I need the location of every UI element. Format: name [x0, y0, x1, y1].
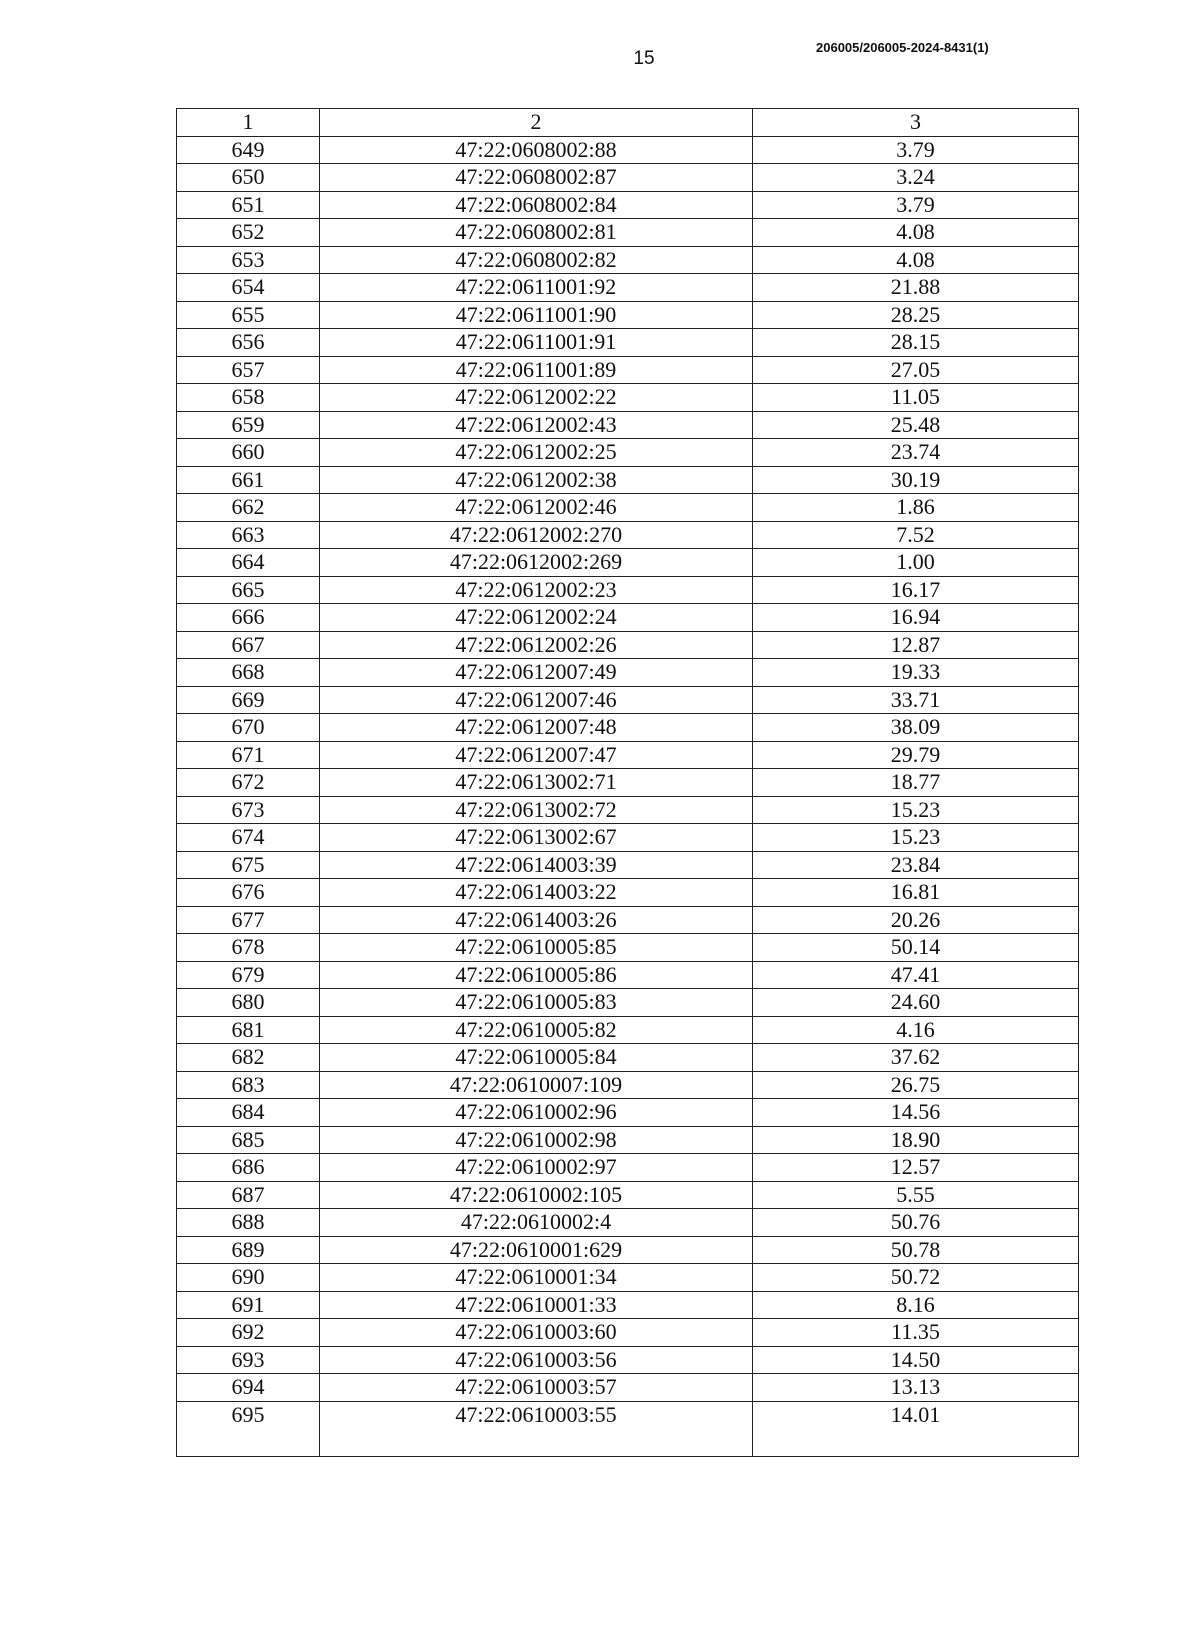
- table-row: [177, 439, 1079, 467]
- area-value-cell: 7.52: [753, 521, 1079, 549]
- area-value-cell: 16.81: [753, 879, 1079, 907]
- row-number-cell: 657: [177, 356, 320, 384]
- cadastral-number-cell: 47:22:0614003:22: [320, 879, 753, 907]
- table-row: [177, 1401, 1079, 1456]
- area-value-cell: 3.79: [753, 191, 1079, 219]
- row-number-cell: 675: [177, 851, 320, 879]
- area-value-cell: 29.79: [753, 741, 1079, 769]
- cadastral-number-cell: 47:22:0611001:92: [320, 274, 753, 302]
- cadastral-number-cell: 47:22:0610005:82: [320, 1016, 753, 1044]
- area-value-cell: 20.26: [753, 906, 1079, 934]
- row-number-cell: 683: [177, 1071, 320, 1099]
- table-row: [177, 741, 1079, 769]
- row-number-cell: 684: [177, 1099, 320, 1127]
- cadastral-number-cell: 47:22:0610005:84: [320, 1044, 753, 1072]
- area-value-cell: 21.88: [753, 274, 1079, 302]
- row-number-cell: 678: [177, 934, 320, 962]
- cadastral-number-cell: 47:22:0613002:67: [320, 824, 753, 852]
- row-number-cell: 650: [177, 164, 320, 192]
- table-row: [177, 246, 1079, 274]
- cadastral-number-cell: 47:22:0610005:85: [320, 934, 753, 962]
- area-value-cell: 3.79: [753, 136, 1079, 164]
- table-row: [177, 906, 1079, 934]
- table-row: [177, 384, 1079, 412]
- cadastral-number-cell: 47:22:0612002:25: [320, 439, 753, 467]
- cadastral-number-cell: 47:22:0612002:43: [320, 411, 753, 439]
- area-value-cell: 15.23: [753, 824, 1079, 852]
- row-number-cell: 685: [177, 1126, 320, 1154]
- table-row: [177, 1236, 1079, 1264]
- cadastral-number-cell: 47:22:0612002:23: [320, 576, 753, 604]
- row-number-cell: 686: [177, 1154, 320, 1182]
- area-value-cell: 16.94: [753, 604, 1079, 632]
- row-number-cell: 661: [177, 466, 320, 494]
- cadastral-number-cell: 47:22:0613002:72: [320, 796, 753, 824]
- table-row: [177, 851, 1079, 879]
- row-number-cell: 676: [177, 879, 320, 907]
- cadastral-number-cell: 47:22:0610002:98: [320, 1126, 753, 1154]
- area-value-cell: 14.50: [753, 1346, 1079, 1374]
- cadastral-number-cell: 47:22:0610002:4: [320, 1209, 753, 1237]
- table-body: [177, 136, 1079, 1456]
- area-value-cell: 28.15: [753, 329, 1079, 357]
- area-value-cell: 24.60: [753, 989, 1079, 1017]
- row-number-cell: 670: [177, 714, 320, 742]
- table-row: [177, 769, 1079, 797]
- area-value-cell: 18.77: [753, 769, 1079, 797]
- row-number-cell: 667: [177, 631, 320, 659]
- cadastral-number-cell: 47:22:0610007:109: [320, 1071, 753, 1099]
- table-row: [177, 521, 1079, 549]
- area-value-cell: 50.72: [753, 1264, 1079, 1292]
- table-row: [177, 1099, 1079, 1127]
- table-row: [177, 219, 1079, 247]
- cadastral-number-cell: 47:22:0612007:46: [320, 686, 753, 714]
- table-row: [177, 1319, 1079, 1347]
- area-value-cell: 8.16: [753, 1291, 1079, 1319]
- row-number-cell: 672: [177, 769, 320, 797]
- area-value-cell: 28.25: [753, 301, 1079, 329]
- table-row: [177, 604, 1079, 632]
- area-value-cell: 50.14: [753, 934, 1079, 962]
- cadastral-number-cell: 47:22:0611001:91: [320, 329, 753, 357]
- table-row: [177, 1264, 1079, 1292]
- table-row: [177, 1291, 1079, 1319]
- table-row: [177, 549, 1079, 577]
- area-value-cell: 25.48: [753, 411, 1079, 439]
- cadastral-number-cell: 47:22:0611001:89: [320, 356, 753, 384]
- row-number-cell: 681: [177, 1016, 320, 1044]
- row-number-cell: 689: [177, 1236, 320, 1264]
- table-row: [177, 714, 1079, 742]
- area-value-cell: 12.57: [753, 1154, 1079, 1182]
- area-value-cell: 4.08: [753, 246, 1079, 274]
- table-row: [177, 1016, 1079, 1044]
- cadastral-number-cell: 47:22:0613002:71: [320, 769, 753, 797]
- cadastral-number-cell: 47:22:0610002:97: [320, 1154, 753, 1182]
- table-row: [177, 1209, 1079, 1237]
- row-number-cell: 674: [177, 824, 320, 852]
- row-number-cell: 651: [177, 191, 320, 219]
- cadastral-number-cell: 47:22:0612002:22: [320, 384, 753, 412]
- table-row: [177, 466, 1079, 494]
- table-row: [177, 659, 1079, 687]
- row-number-cell: 694: [177, 1374, 320, 1402]
- area-value-cell: 1.00: [753, 549, 1079, 577]
- table-row: [177, 686, 1079, 714]
- table-row: [177, 411, 1079, 439]
- table-row: [177, 164, 1079, 192]
- table-row: [177, 879, 1079, 907]
- table-row: [177, 356, 1079, 384]
- table-row: [177, 191, 1079, 219]
- area-value-cell: 16.17: [753, 576, 1079, 604]
- row-number-cell: 663: [177, 521, 320, 549]
- cadastral-number-cell: 47:22:0612002:269: [320, 549, 753, 577]
- table-row: [177, 1374, 1079, 1402]
- table-row: [177, 494, 1079, 522]
- cadastral-number-cell: 47:22:0610005:83: [320, 989, 753, 1017]
- cadastral-number-cell: 47:22:0612002:38: [320, 466, 753, 494]
- cadastral-number-cell: 47:22:0610002:105: [320, 1181, 753, 1209]
- table-row: [177, 989, 1079, 1017]
- cadastral-number-cell: 47:22:0610003:57: [320, 1374, 753, 1402]
- row-number-cell: 692: [177, 1319, 320, 1347]
- area-value-cell: 23.74: [753, 439, 1079, 467]
- cadastral-number-cell: 47:22:0610002:96: [320, 1099, 753, 1127]
- area-value-cell: 27.05: [753, 356, 1079, 384]
- area-value-cell: 23.84: [753, 851, 1079, 879]
- row-number-cell: 658: [177, 384, 320, 412]
- row-number-cell: 688: [177, 1209, 320, 1237]
- area-value-cell: 19.33: [753, 659, 1079, 687]
- area-value-cell: 30.19: [753, 466, 1079, 494]
- registry-table: [176, 108, 1079, 1457]
- area-value-cell: 37.62: [753, 1044, 1079, 1072]
- table-row: [177, 1044, 1079, 1072]
- row-number-cell: 649: [177, 136, 320, 164]
- row-number-cell: 668: [177, 659, 320, 687]
- area-value-cell: 38.09: [753, 714, 1079, 742]
- table-row: [177, 824, 1079, 852]
- row-number-cell: 680: [177, 989, 320, 1017]
- area-value-cell: 1.86: [753, 494, 1079, 522]
- area-value-cell: 3.24: [753, 164, 1079, 192]
- table-row: [177, 329, 1079, 357]
- row-number-cell: 691: [177, 1291, 320, 1319]
- table-row: [177, 576, 1079, 604]
- column-header-1: 1: [177, 109, 320, 137]
- row-number-cell: 659: [177, 411, 320, 439]
- cadastral-number-cell: 47:22:0610001:34: [320, 1264, 753, 1292]
- area-value-cell: 13.13: [753, 1374, 1079, 1402]
- area-value-cell: 15.23: [753, 796, 1079, 824]
- row-number-cell: 653: [177, 246, 320, 274]
- row-number-cell: 655: [177, 301, 320, 329]
- cadastral-number-cell: 47:22:0611001:90: [320, 301, 753, 329]
- column-header-2: 2: [320, 109, 753, 137]
- table-row: [177, 1346, 1079, 1374]
- row-number-cell: 660: [177, 439, 320, 467]
- document-reference: 206005/206005-2024-8431(1): [816, 40, 989, 55]
- table-row: [177, 136, 1079, 164]
- row-number-cell: 664: [177, 549, 320, 577]
- area-value-cell: 14.01: [753, 1401, 1079, 1456]
- cadastral-number-cell: 47:22:0608002:87: [320, 164, 753, 192]
- cadastral-number-cell: 47:22:0610001:33: [320, 1291, 753, 1319]
- cadastral-number-cell: 47:22:0612002:24: [320, 604, 753, 632]
- cadastral-number-cell: 47:22:0614003:26: [320, 906, 753, 934]
- row-number-cell: 652: [177, 219, 320, 247]
- table-row: [177, 1181, 1079, 1209]
- cadastral-number-cell: 47:22:0612007:48: [320, 714, 753, 742]
- table-row: [177, 631, 1079, 659]
- row-number-cell: 677: [177, 906, 320, 934]
- area-value-cell: 50.76: [753, 1209, 1079, 1237]
- row-number-cell: 654: [177, 274, 320, 302]
- area-value-cell: 50.78: [753, 1236, 1079, 1264]
- area-value-cell: 18.90: [753, 1126, 1079, 1154]
- row-number-cell: 656: [177, 329, 320, 357]
- cadastral-number-cell: 47:22:0610003:60: [320, 1319, 753, 1347]
- cadastral-number-cell: 47:22:0612007:47: [320, 741, 753, 769]
- row-number-cell: 693: [177, 1346, 320, 1374]
- cadastral-number-cell: 47:22:0612002:46: [320, 494, 753, 522]
- table-row: [177, 1071, 1079, 1099]
- row-number-cell: 682: [177, 1044, 320, 1072]
- cadastral-number-cell: 47:22:0610003:55: [320, 1401, 753, 1456]
- row-number-cell: 687: [177, 1181, 320, 1209]
- row-number-cell: 669: [177, 686, 320, 714]
- row-number-cell: 679: [177, 961, 320, 989]
- row-number-cell: 665: [177, 576, 320, 604]
- cadastral-number-cell: 47:22:0608002:84: [320, 191, 753, 219]
- table-row: [177, 796, 1079, 824]
- cadastral-number-cell: 47:22:0614003:39: [320, 851, 753, 879]
- column-header-3: 3: [753, 109, 1079, 137]
- table-row: [177, 1154, 1079, 1182]
- cadastral-number-cell: 47:22:0608002:88: [320, 136, 753, 164]
- area-value-cell: 47.41: [753, 961, 1079, 989]
- row-number-cell: 695: [177, 1401, 320, 1456]
- area-value-cell: 11.05: [753, 384, 1079, 412]
- table-row: [177, 274, 1079, 302]
- row-number-cell: 662: [177, 494, 320, 522]
- area-value-cell: 14.56: [753, 1099, 1079, 1127]
- area-value-cell: 11.35: [753, 1319, 1079, 1347]
- cadastral-number-cell: 47:22:0608002:81: [320, 219, 753, 247]
- cadastral-number-cell: 47:22:0610005:86: [320, 961, 753, 989]
- cadastral-number-cell: 47:22:0612002:26: [320, 631, 753, 659]
- cadastral-number-cell: 47:22:0610003:56: [320, 1346, 753, 1374]
- row-number-cell: 671: [177, 741, 320, 769]
- table-row: [177, 961, 1079, 989]
- table-header-row: [177, 109, 1079, 137]
- table-row: [177, 1126, 1079, 1154]
- area-value-cell: 26.75: [753, 1071, 1079, 1099]
- page-number: 15: [633, 48, 655, 69]
- cadastral-number-cell: 47:22:0612007:49: [320, 659, 753, 687]
- cadastral-number-cell: 47:22:0610001:629: [320, 1236, 753, 1264]
- table-row: [177, 301, 1079, 329]
- area-value-cell: 33.71: [753, 686, 1079, 714]
- area-value-cell: 5.55: [753, 1181, 1079, 1209]
- table-row: [177, 934, 1079, 962]
- area-value-cell: 12.87: [753, 631, 1079, 659]
- cadastral-number-cell: 47:22:0612002:270: [320, 521, 753, 549]
- cadastral-number-cell: 47:22:0608002:82: [320, 246, 753, 274]
- row-number-cell: 690: [177, 1264, 320, 1292]
- area-value-cell: 4.16: [753, 1016, 1079, 1044]
- row-number-cell: 666: [177, 604, 320, 632]
- row-number-cell: 673: [177, 796, 320, 824]
- area-value-cell: 4.08: [753, 219, 1079, 247]
